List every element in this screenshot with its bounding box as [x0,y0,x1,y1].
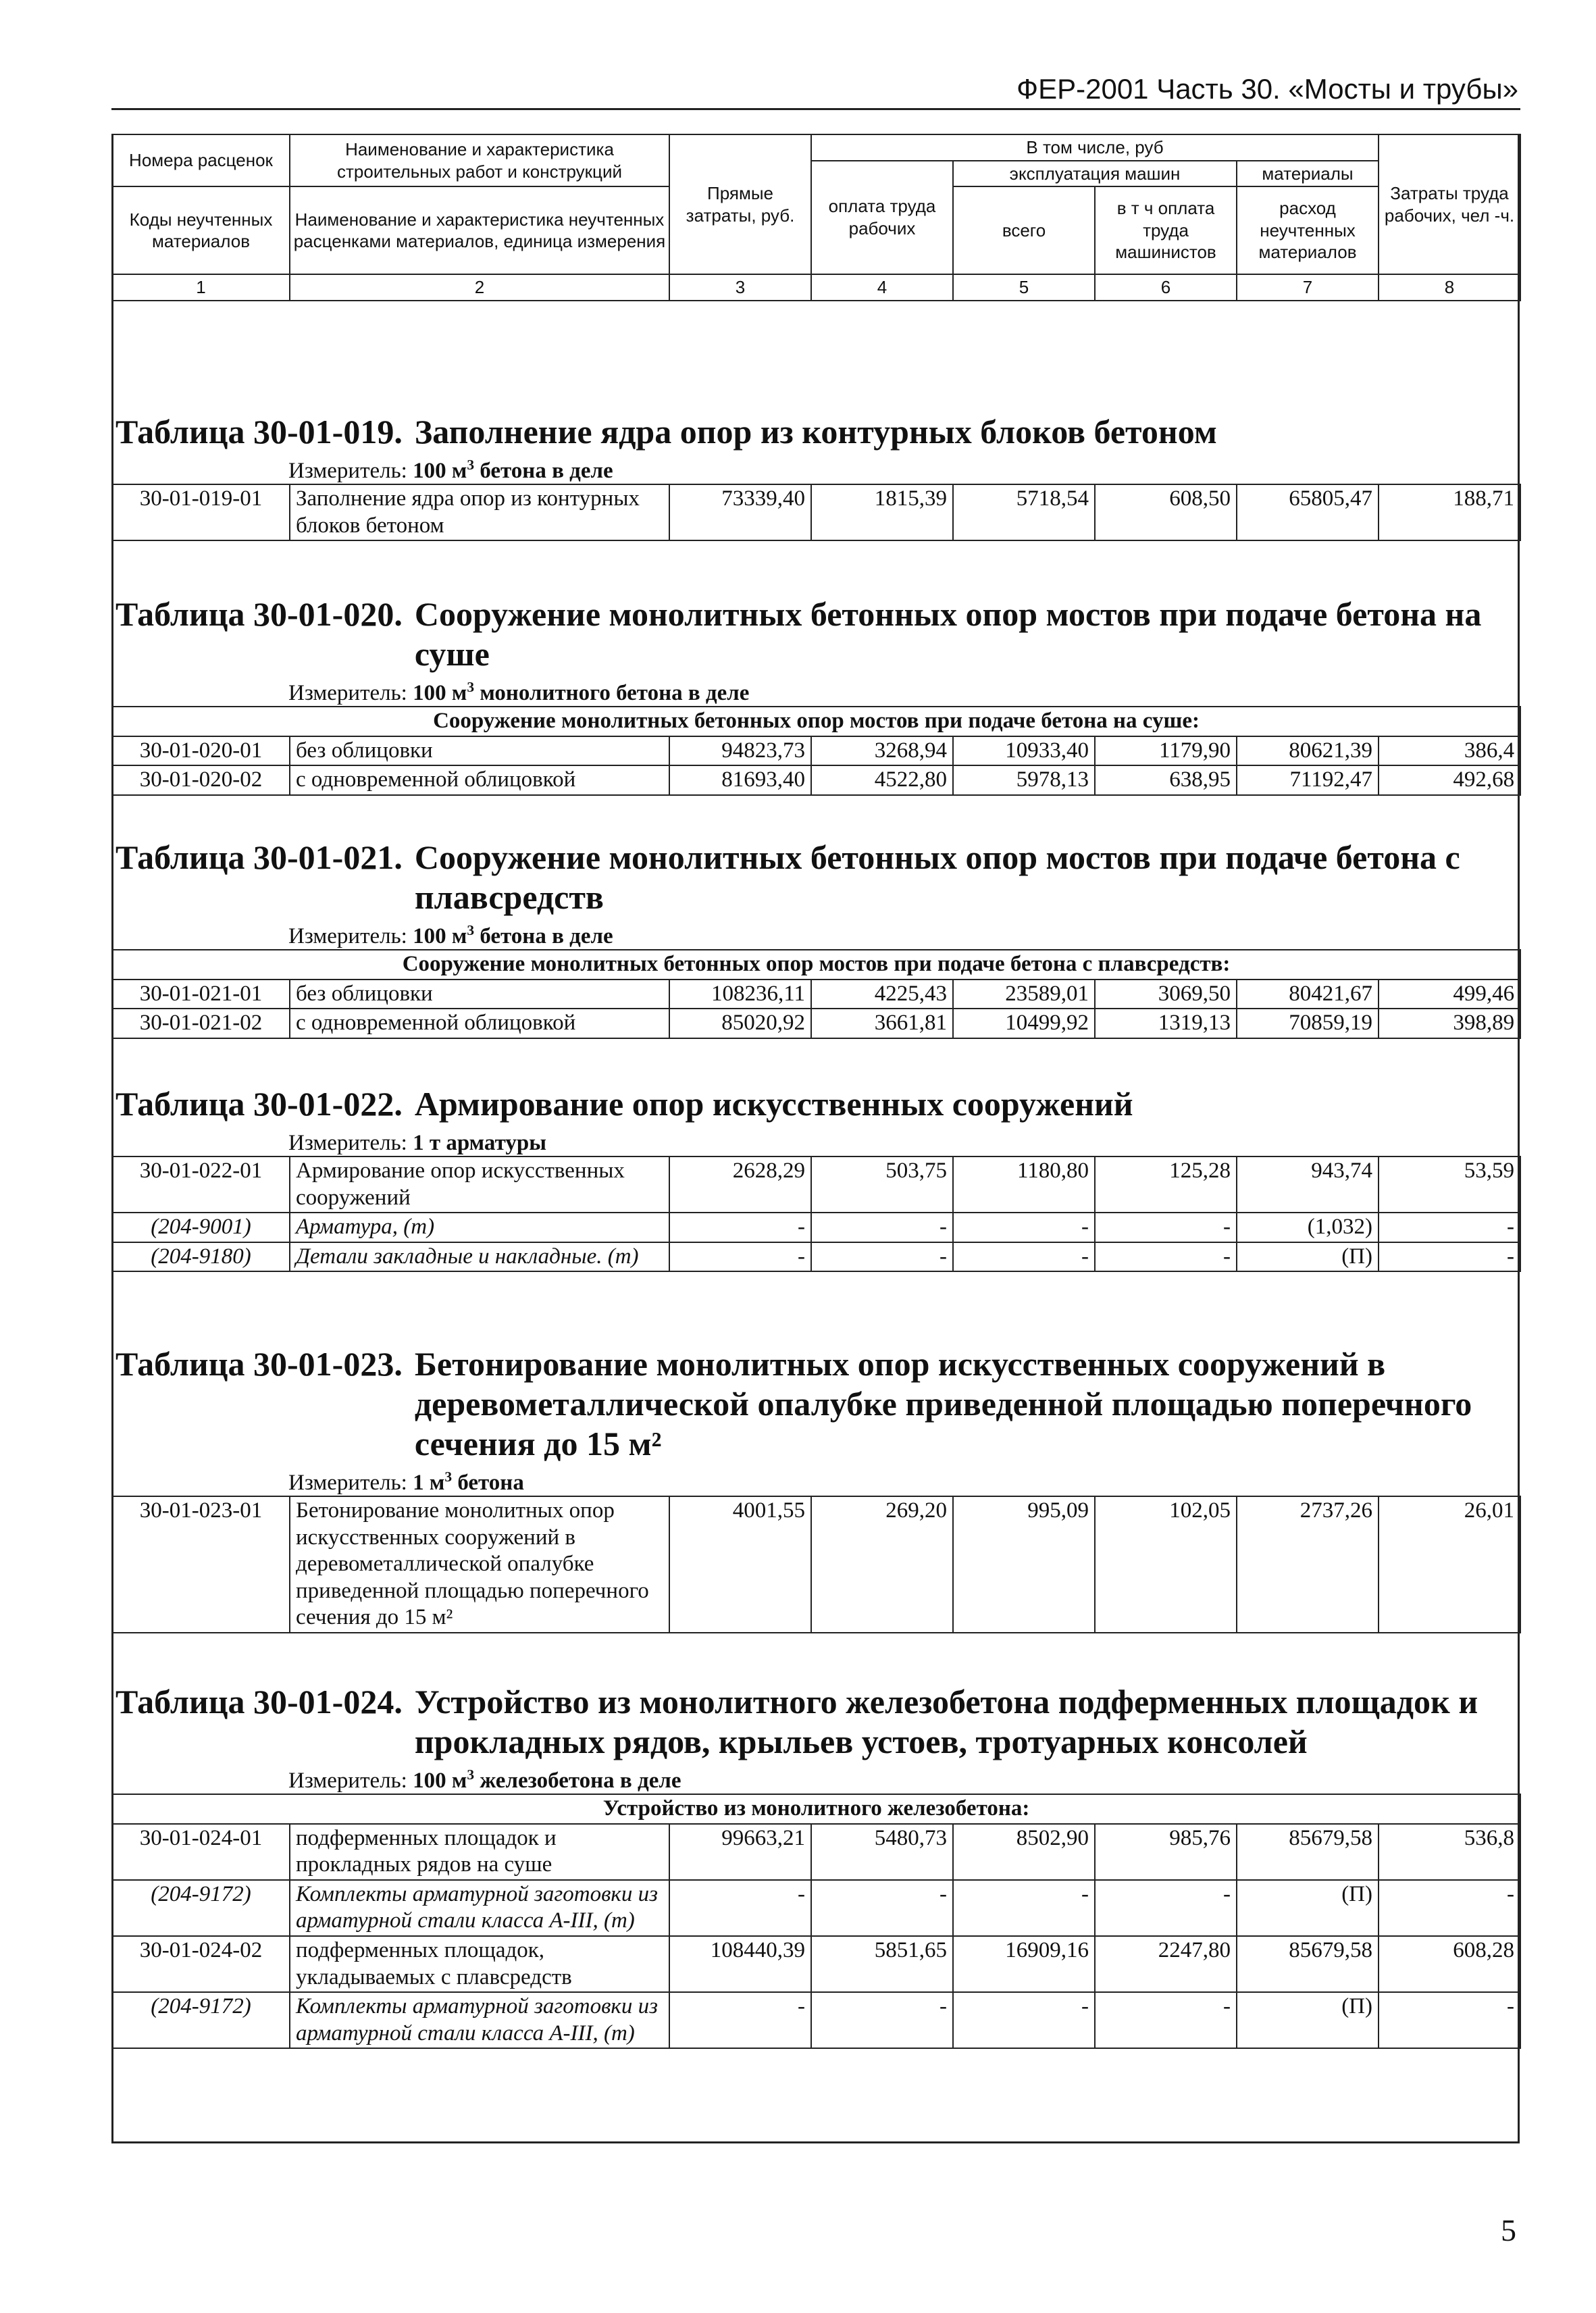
machinist-wages-cell: 608,50 [1095,484,1237,540]
machines-total-cell: 1180,80 [953,1156,1095,1213]
work-description-cell: Комплекты арматурной заготовки из арматурной стали класса А-III, (т) [290,1880,669,1936]
machinist-wages-cell: - [1095,1213,1237,1242]
subheader-row [112,1794,1520,1824]
column-number: 5 [953,274,1095,301]
unit-of-measure [288,1766,1520,1794]
worker-wages-cell: 1815,39 [811,484,953,540]
unit-of-measure [288,1471,1520,1496]
labor-hours-cell: - [1379,1880,1520,1936]
labor-hours-cell: 492,68 [1379,765,1520,795]
section-title [111,1344,1520,1464]
worker-wages-cell: - [811,1992,953,2048]
direct-costs-cell: 94823,73 [669,736,811,766]
machinist-wages-cell: 3069,50 [1095,980,1237,1009]
worker-wages-cell: 4225,43 [811,980,953,1009]
unit-of-measure [288,924,1520,949]
direct-costs-cell: - [669,1992,811,2048]
materials-cell: 85679,58 [1237,1824,1379,1880]
machines-total-cell: 8502,90 [953,1824,1095,1880]
rate-code-cell: (204-9180) [112,1242,290,1272]
unit-superscript: 3 [467,457,475,473]
materials-cell: 80421,67 [1237,980,1379,1009]
unit-label: Измеритель: [288,1131,407,1155]
materials-cell: 70859,19 [1237,1009,1379,1038]
section-name: Армирование опор искусственных сооружений [414,1085,1133,1123]
rate-code-cell: 30-01-020-01 [112,736,290,766]
table-row [112,765,1520,795]
section-code: Таблица 30-01-021. [115,838,403,876]
work-description-cell: с одновременной облицовкой [290,1009,669,1038]
machines-total-cell: - [953,1242,1095,1272]
header-material-codes: Коды неучтенных материалов [112,186,290,274]
section-name: Бетонирование монолитных опор искусственных сооружений в деревометаллической опалубке приведенной площадью поперечного сечения до 15 м² [414,1345,1472,1463]
unit-of-measure [288,681,1520,706]
machines-total-cell: 10933,40 [953,736,1095,766]
header-direct-costs: Прямые затраты, руб. [669,134,811,274]
section-code: Таблица 30-01-019. [115,413,403,451]
materials-cell: 85679,58 [1237,1936,1379,1992]
machinist-wages-cell: 638,95 [1095,765,1237,795]
table-row [112,1156,1520,1213]
section-name: Заполнение ядра опор из контурных блоков бетоном [414,413,1217,451]
table-row [112,1824,1520,1880]
rate-table-section [111,1084,1520,1272]
rate-code-cell: 30-01-021-01 [112,980,290,1009]
worker-wages-cell: 269,20 [811,1496,953,1633]
rate-code-cell: 30-01-023-01 [112,1496,290,1633]
direct-costs-cell: 2628,29 [669,1156,811,1213]
machinist-wages-cell: - [1095,1880,1237,1936]
labor-hours-cell: - [1379,1242,1520,1272]
rate-table [111,1156,1521,1272]
machinist-wages-cell: 1319,13 [1095,1009,1237,1038]
unit-label: Измеритель: [288,924,407,948]
work-description-cell: подферменных площадок, укладываемых с плавсредств [290,1936,669,1992]
materials-cell: (1,032) [1237,1213,1379,1242]
unit-superscript: 3 [467,679,475,695]
section-code: Таблица 30-01-023. [115,1345,403,1383]
unit-tail: бетона в деле [480,924,613,948]
rate-table-section [111,412,1520,541]
subheader-text: Сооружение монолитных бетонных опор мостов при подаче бетона с плавсредств: [112,950,1520,980]
direct-costs-cell: 81693,40 [669,765,811,795]
unit-label: Измеритель: [288,1471,407,1495]
section-title [111,1084,1520,1124]
materials-cell: 943,74 [1237,1156,1379,1213]
header-work-name: Наименование и характеристика строительных работ и конструкций [290,134,669,186]
subheader-row [112,707,1520,736]
rate-code-cell: 30-01-024-01 [112,1824,290,1880]
worker-wages-cell: 4522,80 [811,765,953,795]
unit-value: 100 м [413,1769,467,1793]
labor-hours-cell: 26,01 [1379,1496,1520,1633]
material-row [112,1992,1520,2048]
section-title [111,594,1520,674]
section-code: Таблица 30-01-022. [115,1085,403,1123]
header-machines-total: всего [953,186,1095,274]
section-title [111,1682,1520,1762]
column-number: 7 [1237,274,1379,301]
unit-superscript: 3 [467,922,475,938]
worker-wages-cell: 5480,73 [811,1824,953,1880]
worker-wages-cell: 5851,65 [811,1936,953,1992]
machinist-wages-cell: 1179,90 [1095,736,1237,766]
unit-tail: железобетона в деле [480,1769,681,1793]
work-description-cell: подферменных площадок и прокладных рядов на суше [290,1824,669,1880]
work-description-cell: без облицовки [290,736,669,766]
work-description-cell: Армирование опор искусственных сооружений [290,1156,669,1213]
materials-cell: 2737,26 [1237,1496,1379,1633]
section-title [111,412,1520,452]
work-description-cell: без облицовки [290,980,669,1009]
work-description-cell: Заполнение ядра опор из контурных блоков бетоном [290,484,669,540]
subheader-row [112,950,1520,980]
work-description-cell: Детали закладные и накладные. (т) [290,1242,669,1272]
rate-table-section [111,1344,1520,1633]
work-description-cell: с одновременной облицовкой [290,765,669,795]
column-number: 1 [112,274,290,301]
direct-costs-cell: - [669,1242,811,1272]
materials-cell: 65805,47 [1237,484,1379,540]
column-number: 6 [1095,274,1237,301]
worker-wages-cell: 503,75 [811,1156,953,1213]
labor-hours-cell: - [1379,1213,1520,1242]
unit-value: 100 м [413,459,467,483]
table-row [112,1496,1520,1633]
worker-wages-cell: 3661,81 [811,1009,953,1038]
rate-table-section [111,594,1520,796]
subheader-text: Устройство из монолитного железобетона: [112,1794,1520,1824]
machinist-wages-cell: - [1095,1242,1237,1272]
header-rule [111,108,1520,110]
machinist-wages-cell: 102,05 [1095,1496,1237,1633]
direct-costs-cell: 4001,55 [669,1496,811,1633]
rate-table [111,949,1521,1039]
subheader-text: Сооружение монолитных бетонных опор мостов при подаче бетона на суше: [112,707,1520,736]
unit-label: Измеритель: [288,681,407,705]
table-row [112,484,1520,540]
section-name: Сооружение монолитных бетонных опор мостов при подаче бетона с плавсредств [414,838,1460,916]
labor-hours-cell: 608,28 [1379,1936,1520,1992]
direct-costs-cell: 108440,39 [669,1936,811,1992]
unit-tail: бетона в деле [480,459,613,483]
direct-costs-cell: 99663,21 [669,1824,811,1880]
table-row [112,980,1520,1009]
column-number: 3 [669,274,811,301]
unit-value: 100 м [413,681,467,705]
worker-wages-cell: - [811,1213,953,1242]
rate-code-cell: 30-01-020-02 [112,765,290,795]
machines-total-cell: 5978,13 [953,765,1095,795]
header-material-names: Наименование и характеристика неучтенных расценками материалов, единица измерения [290,186,669,274]
rate-table-section [111,1682,1520,2049]
column-number: 2 [290,274,669,301]
materials-cell: (П) [1237,1242,1379,1272]
machinist-wages-cell: 985,76 [1095,1824,1237,1880]
table-row [112,1009,1520,1038]
column-number: 4 [811,274,953,301]
machinist-wages-cell: 2247,80 [1095,1936,1237,1992]
machines-total-cell: 23589,01 [953,980,1095,1009]
header-worker-wages: оплата труда рабочих [811,161,953,275]
work-description-cell: Комплекты арматурной заготовки из арматурной стали класса А-III, (т) [290,1992,669,2048]
work-description-cell: Бетонирование монолитных опор искусственных сооружений в деревометаллической опалубке приведенной площадью поперечного сечения до 15 м² [290,1496,669,1633]
worker-wages-cell: - [811,1242,953,1272]
materials-cell: (П) [1237,1992,1379,2048]
labor-hours-cell: - [1379,1992,1520,2048]
direct-costs-cell: 108236,11 [669,980,811,1009]
machinist-wages-cell: 125,28 [1095,1156,1237,1213]
rate-table [111,1794,1521,2049]
running-header: ФЕР-2001 Часть 30. «Мосты и трубы» [1016,73,1518,105]
rate-code-cell: 30-01-021-02 [112,1009,290,1038]
table-row [112,736,1520,766]
labor-hours-cell: 386,4 [1379,736,1520,766]
unit-value: 1 т арматуры [413,1131,546,1155]
rate-code-cell: 30-01-024-02 [112,1936,290,1992]
section-code: Таблица 30-01-020. [115,595,403,633]
machines-total-cell: - [953,1880,1095,1936]
rate-code-cell: (204-9172) [112,1880,290,1936]
rate-code-cell: 30-01-022-01 [112,1156,290,1213]
unit-superscript: 3 [444,1469,453,1485]
labor-hours-cell: 188,71 [1379,484,1520,540]
labor-hours-cell: 398,89 [1379,1009,1520,1038]
section-title [111,838,1520,917]
worker-wages-cell: - [811,1880,953,1936]
unit-value: 1 м [413,1471,445,1495]
material-row [112,1242,1520,1272]
labor-hours-cell: 536,8 [1379,1824,1520,1880]
header-machines-group: эксплуатация машин [953,161,1237,187]
material-row [112,1880,1520,1936]
header-labor-hours: Затраты труда рабочих, чел -ч. [1379,134,1520,274]
materials-cell: 80621,39 [1237,736,1379,766]
direct-costs-cell: 73339,40 [669,484,811,540]
unit-tail: монолитного бетона в деле [480,681,750,705]
rate-table-section [111,838,1520,1039]
header-materials-group: материалы [1237,161,1379,187]
rate-table [111,1496,1521,1633]
section-name: Сооружение монолитных бетонных опор мостов при подаче бетона на суше [414,595,1482,673]
machines-total-cell: - [953,1213,1095,1242]
column-number: 8 [1379,274,1520,301]
labor-hours-cell: 53,59 [1379,1156,1520,1213]
unit-of-measure [288,1131,1520,1156]
machines-total-cell: 16909,16 [953,1936,1095,1992]
rate-code-cell: (204-9001) [112,1213,290,1242]
materials-cell: (П) [1237,1880,1379,1936]
unit-of-measure [288,459,1520,484]
page-number: 5 [1501,2213,1516,2247]
machines-total-cell: - [953,1992,1095,2048]
machines-total-cell: 995,09 [953,1496,1095,1633]
direct-costs-cell: - [669,1213,811,1242]
unit-superscript: 3 [467,1766,475,1783]
unit-label: Измеритель: [288,1769,407,1793]
header-rate-numbers: Номера расценок [112,134,290,186]
machines-total-cell: 10499,92 [953,1009,1095,1038]
header-including-group: В том числе, руб [811,134,1379,161]
machines-total-cell: 5718,54 [953,484,1095,540]
direct-costs-cell: - [669,1880,811,1936]
direct-costs-cell: 85020,92 [669,1009,811,1038]
section-code: Таблица 30-01-024. [115,1683,403,1721]
rate-table [111,706,1521,796]
machinist-wages-cell: - [1095,1992,1237,2048]
unit-tail: бетона [457,1471,524,1495]
material-row [112,1213,1520,1242]
unit-label: Измеритель: [288,459,407,483]
rate-table [111,484,1521,541]
column-header-table [111,134,1521,301]
unit-value: 100 м [413,924,467,948]
worker-wages-cell: 3268,94 [811,736,953,766]
work-description-cell: Арматура, (т) [290,1213,669,1242]
section-name: Устройство из монолитного железобетона подферменных площадок и прокладных рядов, крыльев устоев, тротуарных консолей [414,1683,1478,1760]
column-number-row [112,274,1520,301]
materials-cell: 71192,47 [1237,765,1379,795]
labor-hours-cell: 499,46 [1379,980,1520,1009]
table-row [112,1936,1520,1992]
header-machinist-wages: в т ч оплата труда машинистов [1095,186,1237,274]
header-material-consumption: расход неучтенных материалов [1237,186,1379,274]
rate-code-cell: (204-9172) [112,1992,290,2048]
rate-code-cell: 30-01-019-01 [112,484,290,540]
